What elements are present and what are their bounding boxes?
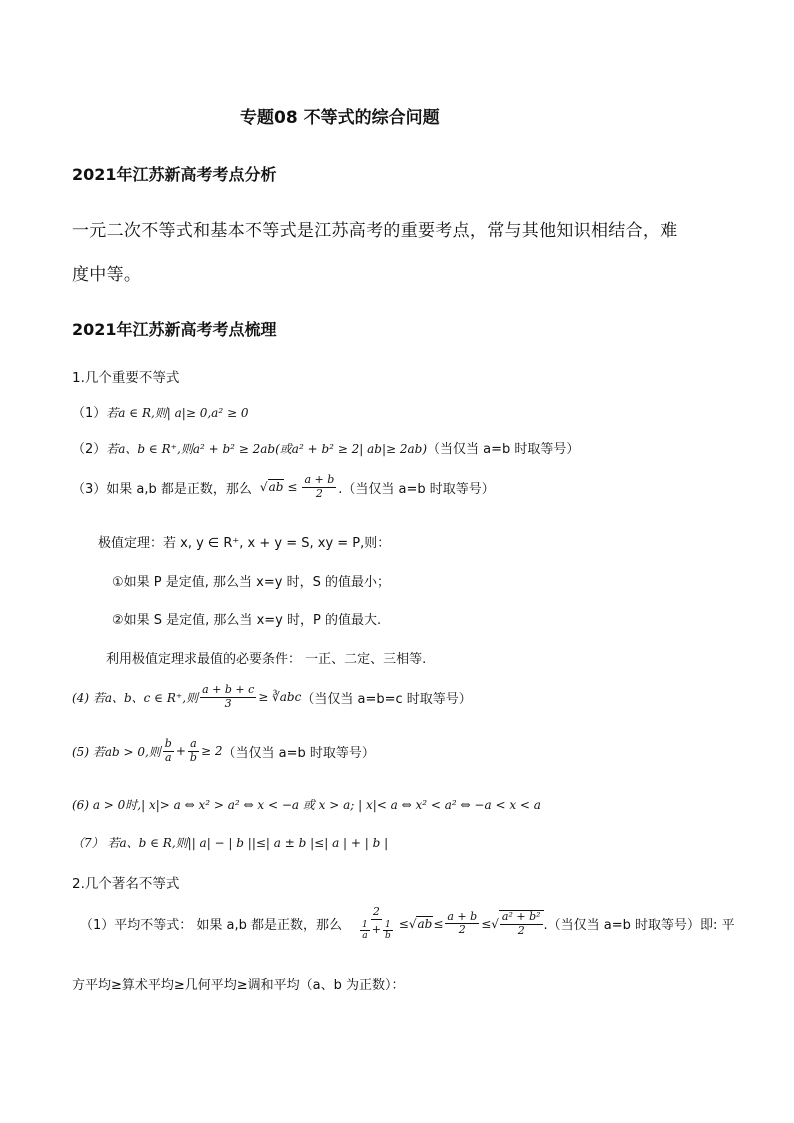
- analysis-paragraph-line1: 一元二次不等式和基本不等式是江苏高考的重要考点，常与其他知识相结合，难: [72, 221, 678, 241]
- item-prefix: （1）平均不等式： 如果 a,b 都是正数，那么: [80, 918, 343, 934]
- analysis-paragraph-line2: 度中等。: [72, 265, 142, 285]
- section-heading-analysis: 2021年江苏新高考考点分析: [72, 165, 277, 184]
- sqrt-ab: √ab: [259, 480, 284, 495]
- item-formula: 若a ∈ R,则| a|≥ 0,a² ≥ 0: [106, 406, 249, 420]
- inequality-item-4: [72, 684, 472, 710]
- geometric-mean: √ab: [408, 916, 433, 931]
- item-number: （3）: [72, 481, 107, 497]
- harmonic-mean: 2 $\frac{1}{a}$ + $\frac{1}{b}$: [362, 905, 391, 941]
- theorem-case-2: ②如果 S 是定值, 那么当 x=y 时，P 的值最大.: [112, 613, 382, 628]
- item-note: （当仅当 a=b=c 时取等号）: [301, 691, 472, 707]
- item-rhs: ≥ 2: [200, 744, 223, 759]
- quadratic-mean: √ $\frac{\text{a² + b²}}{2}$: [491, 910, 543, 937]
- item-number: （1）: [72, 406, 107, 421]
- item-formula: 若a、b ∈ R⁺,则a² + b² ≥ 2ab(或a² + b² ≥ 2| ab|≥ 2ab): [106, 442, 428, 456]
- theorem-condition: 利用极值定理求最值的必要条件： 一正、二定、三相等.: [106, 652, 427, 667]
- mean-inequality: （1）平均不等式： 如果 a,b 都是正数，那么 2 $\frac{1}{a}$ + $\frac{1}{b}$ ≤ √ab ≤ $\frac{a + b}{2}$ ≤ √ $\frac{\text{a² + b²}}{2}$ .（当仅当 a=b 时取等号）即: 平: [80, 905, 735, 941]
- item-rhs: ≥ ∛abc: [258, 690, 302, 705]
- item-note: （当仅当 a=b 时取等号）: [427, 442, 580, 457]
- part1-heading: 1.几个重要不等式: [72, 370, 180, 386]
- mean-order-line: 方平均≥算术平均≥几何平均≥调和平均（a、b 为正数）：: [72, 978, 405, 993]
- section-heading-review: 2021年江苏新高考考点梳理: [72, 320, 277, 339]
- item-number: （2）: [72, 442, 107, 457]
- inequality-item-2: [72, 438, 579, 457]
- item-note: .（当仅当 a=b 时取等号）即: 平: [543, 918, 735, 934]
- extremum-theorem: 极值定理：若 x, y ∈ R⁺, x + y = S, xy = P,则：: [98, 536, 391, 551]
- item-note: （当仅当 a=b 时取等号）: [222, 745, 375, 761]
- item-note: .（当仅当 a=b 时取等号）: [338, 481, 495, 497]
- arithmetic-mean: $\frac{a + b}{2}$: [447, 909, 478, 937]
- theorem-case-1: ①如果 P 是定值, 那么当 x=y 时，S 的值最小；: [112, 575, 390, 590]
- page-title: 专题08 不等式的综合问题: [240, 108, 440, 128]
- part2-heading: 2.几个著名不等式: [72, 876, 180, 892]
- item-prefix: 如果 a,b 都是正数，那么: [106, 481, 252, 497]
- item-prefix: (4) 若a、b、c ∈ R⁺,则: [72, 690, 199, 705]
- item-prefix: (5) 若ab > 0,则: [72, 744, 161, 759]
- inequality-item-7: （7） 若a、b ∈ R,则|| a| − | b ||≤| a ± b |≤| a | + | b |: [72, 836, 389, 850]
- inequality-item-3: [72, 474, 495, 500]
- leq-sign: ≤: [287, 480, 298, 495]
- inequality-item-6: (6) a > 0时,| x|> a ⇔ x² > a² ⇔ x < −a 或 x > a; | x|< a ⇔ x² < a² ⇔ −a < x < a: [72, 798, 541, 812]
- fraction-a-plus-b-over-2: $\frac{a + b}{2}$: [304, 473, 335, 500]
- fraction-b-over-a: $\frac{b}{a}$: [164, 737, 172, 764]
- fraction-abc-over-3: $\frac{a + b + c}{3}$: [202, 683, 255, 710]
- inequality-item-5: (5) 若ab > 0,则 $\frac{b}{a}$ + $\frac{a}{b}$ ≥ 2 （当仅当 a=b 时取等号）: [72, 737, 375, 764]
- fraction-a-over-b: $\frac{a}{b}$: [189, 737, 197, 764]
- inequality-item-1: [72, 402, 248, 421]
